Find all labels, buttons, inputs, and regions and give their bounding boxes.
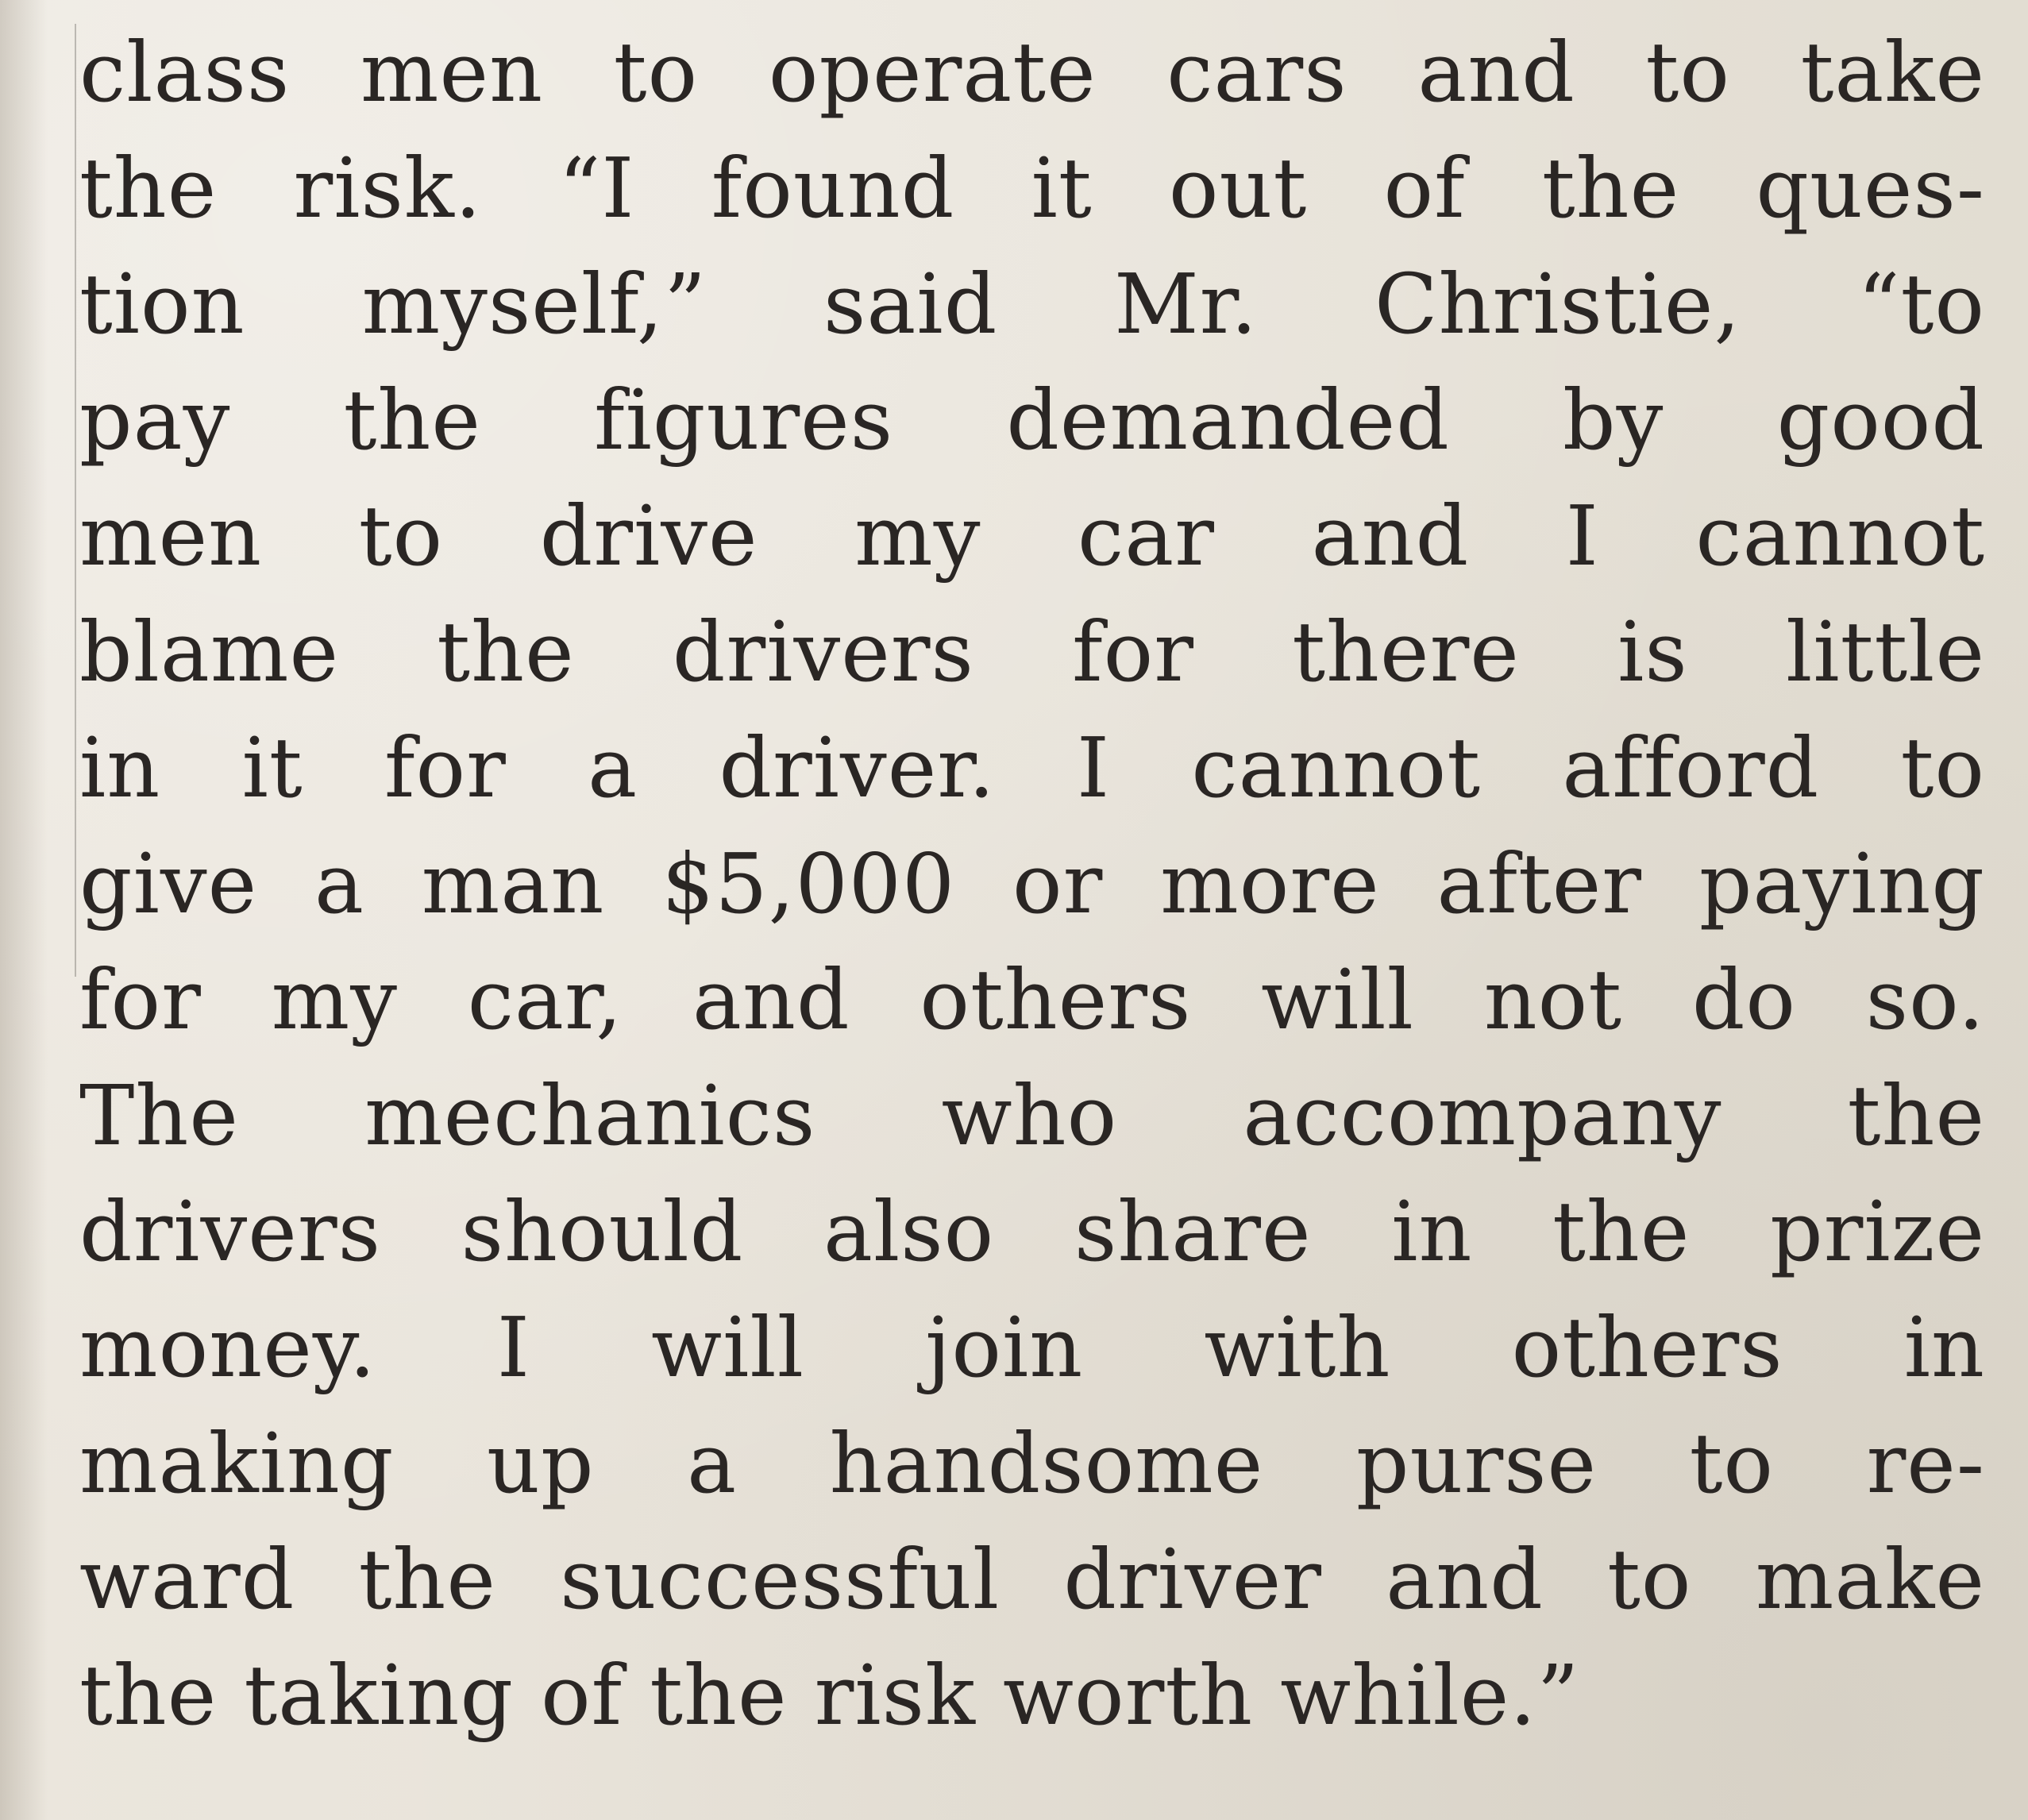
text-line: for my car, and others will not do so. [79, 951, 1985, 1048]
text-line: The mechanics who accompany the [79, 1067, 1985, 1164]
page-gutter-shadow [0, 0, 48, 1820]
text-line: ward the successful driver and to make [79, 1531, 1985, 1628]
article-text-column [79, 14, 1985, 1753]
text-line: in it for a driver. I cannot afford to [79, 719, 1985, 816]
text-line: money. I will join with others in [79, 1299, 1985, 1396]
text-line: class men to operate cars and to take [79, 24, 1985, 121]
text-line: men to drive my car and I cannot [79, 488, 1985, 584]
text-line: drivers should also share in the prize [79, 1183, 1985, 1280]
column-rule [75, 24, 76, 977]
text-line: give a man $5,000 or more after paying [79, 835, 1985, 932]
text-line: blame the drivers for there is little [79, 603, 1985, 700]
text-line: the risk. “I found it out of the ques- [79, 140, 1985, 237]
text-line: making up a handsome purse to re- [79, 1415, 1985, 1512]
text-line: tion myself,” said Mr. Christie, “to [79, 256, 1985, 353]
text-line-last: the taking of the risk worth while.” [79, 1647, 1580, 1744]
text-line: pay the figures demanded by good [79, 372, 1985, 468]
